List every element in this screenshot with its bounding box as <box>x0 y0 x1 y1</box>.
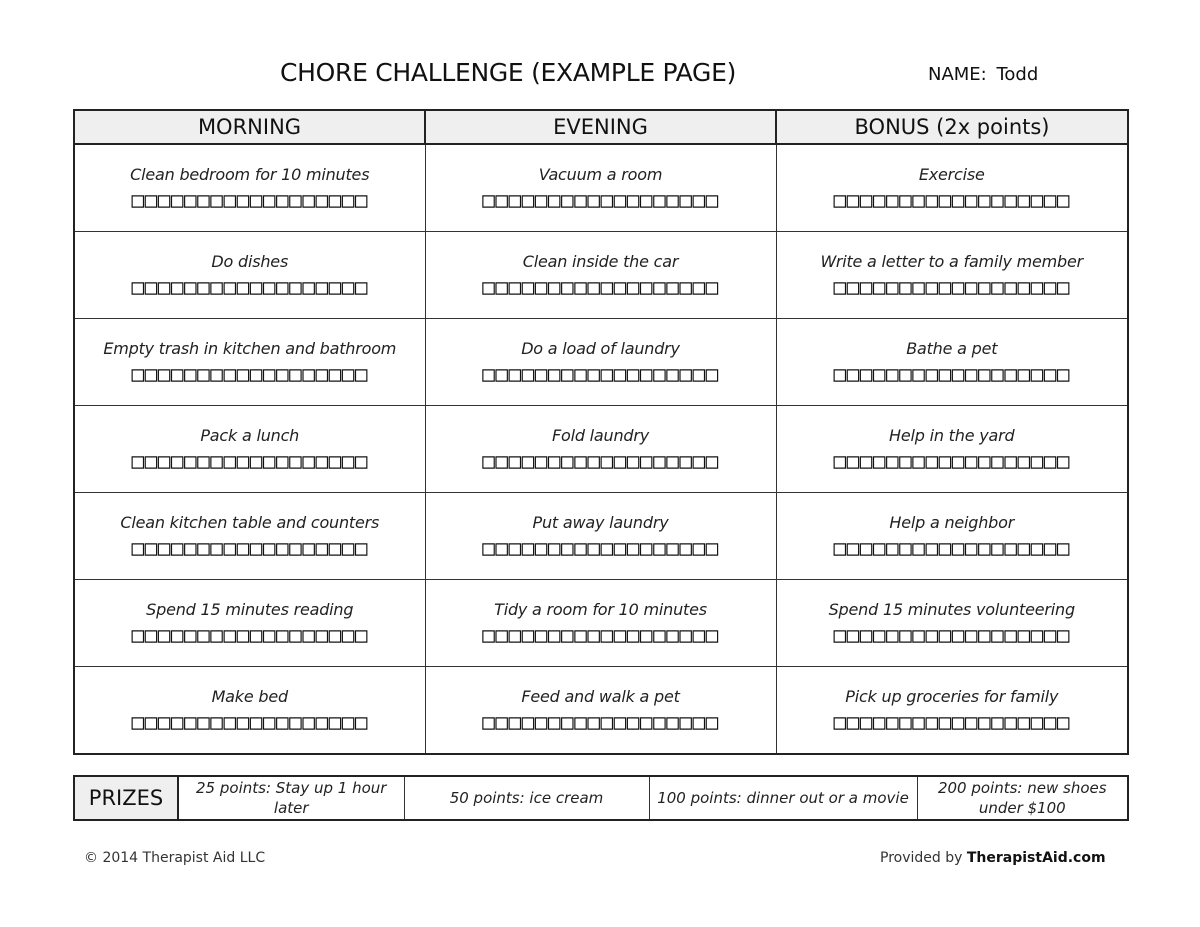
prize-item: 25 points: Stay up 1 hour later <box>178 776 404 820</box>
chore-cell <box>425 580 776 667</box>
chore-cell <box>425 319 776 406</box>
prizes-label: PRIZES <box>74 776 178 820</box>
chore-label: Help a neighbor <box>889 512 1015 532</box>
chore-cell <box>776 667 1128 755</box>
chore-label: Spend 15 minutes reading <box>146 599 354 619</box>
page-title: CHORE CHALLENGE (EXAMPLE PAGE) <box>280 58 737 87</box>
checkbox-row[interactable]: □□□□□□□□□□□□□□□□□□ <box>482 535 719 560</box>
table-row <box>74 580 1128 667</box>
chore-label: Do dishes <box>211 251 289 271</box>
checkbox-row[interactable]: □□□□□□□□□□□□□□□□□□ <box>833 535 1071 560</box>
chore-label: Clean inside the car <box>522 251 679 271</box>
chore-cell <box>776 319 1128 406</box>
checkbox-row[interactable]: □□□□□□□□□□□□□□□□□□ <box>833 448 1071 473</box>
checkbox-row[interactable]: □□□□□□□□□□□□□□□□□□ <box>131 622 369 647</box>
chore-cell <box>74 580 425 667</box>
chore-label: Clean kitchen table and counters <box>120 512 380 532</box>
prize-item: 200 points: new shoes under $100 <box>917 776 1128 820</box>
chore-label: Spend 15 minutes volunteering <box>828 599 1075 619</box>
checkbox-row[interactable]: □□□□□□□□□□□□□□□□□□ <box>131 709 369 734</box>
chore-label: Pack a lunch <box>200 425 300 445</box>
brand-link[interactable]: TherapistAid.com <box>966 850 1106 866</box>
chore-cell <box>776 232 1128 319</box>
checkbox-row[interactable]: □□□□□□□□□□□□□□□□□□ <box>482 361 719 386</box>
checkbox-row[interactable]: □□□□□□□□□□□□□□□□□□ <box>833 622 1071 647</box>
chore-label: Help in the yard <box>889 425 1015 445</box>
prizes-table <box>73 775 1129 821</box>
chore-label: Tidy a room for 10 minutes <box>494 599 707 619</box>
chore-cell <box>74 667 425 755</box>
chore-label: Vacuum a room <box>538 164 663 184</box>
table-row <box>74 144 1128 232</box>
checkbox-row[interactable]: □□□□□□□□□□□□□□□□□□ <box>131 274 369 299</box>
name-value: Todd <box>996 64 1039 85</box>
chore-cell <box>425 667 776 755</box>
chore-cell <box>776 580 1128 667</box>
checkbox-row[interactable]: □□□□□□□□□□□□□□□□□□ <box>131 448 369 473</box>
chore-cell <box>74 406 425 493</box>
checkbox-row[interactable]: □□□□□□□□□□□□□□□□□□ <box>833 709 1071 734</box>
chore-label: Write a letter to a family member <box>820 251 1083 271</box>
table-row <box>74 406 1128 493</box>
chore-label: Clean bedroom for 10 minutes <box>130 164 370 184</box>
chore-label: Fold laundry <box>551 425 649 445</box>
name-label: NAME: <box>928 64 987 85</box>
provided-by-label: Provided by <box>880 850 963 866</box>
chore-cell <box>776 406 1128 493</box>
table-row <box>74 232 1128 319</box>
chore-label: Exercise <box>918 164 985 184</box>
chore-cell <box>74 319 425 406</box>
chore-cell <box>425 493 776 580</box>
column-header-evening: EVENING <box>425 110 776 144</box>
chore-label: Pick up groceries for family <box>845 686 1059 706</box>
checkbox-row[interactable]: □□□□□□□□□□□□□□□□□□ <box>131 535 369 560</box>
checkbox-row[interactable]: □□□□□□□□□□□□□□□□□□ <box>482 709 719 734</box>
name-field <box>928 64 1038 85</box>
chore-label: Make bed <box>211 686 288 706</box>
chore-label: Empty trash in kitchen and bathroom <box>103 338 397 358</box>
checkbox-row[interactable]: □□□□□□□□□□□□□□□□□□ <box>131 187 369 212</box>
chore-cell <box>74 144 425 232</box>
column-header-bonus: BONUS (2x points) <box>776 110 1128 144</box>
chore-cell <box>74 493 425 580</box>
checkbox-row[interactable]: □□□□□□□□□□□□□□□□□□ <box>482 622 719 647</box>
table-row <box>74 319 1128 406</box>
chore-cell <box>74 232 425 319</box>
checkbox-row[interactable]: □□□□□□□□□□□□□□□□□□ <box>482 274 719 299</box>
chore-table <box>73 109 1129 755</box>
checkbox-row[interactable]: □□□□□□□□□□□□□□□□□□ <box>131 361 369 386</box>
chore-cell <box>776 493 1128 580</box>
checkbox-row[interactable]: □□□□□□□□□□□□□□□□□□ <box>833 187 1071 212</box>
chore-cell <box>776 144 1128 232</box>
chore-cell <box>425 232 776 319</box>
chore-label: Feed and walk a pet <box>521 686 680 706</box>
chore-cell <box>425 406 776 493</box>
column-header-morning: MORNING <box>74 110 425 144</box>
chore-label: Do a load of laundry <box>521 338 680 358</box>
chore-cell <box>425 144 776 232</box>
chore-label: Put away laundry <box>532 512 669 532</box>
checkbox-row[interactable]: □□□□□□□□□□□□□□□□□□ <box>482 448 719 473</box>
prize-item: 50 points: ice cream <box>404 776 649 820</box>
prize-item: 100 points: dinner out or a movie <box>649 776 917 820</box>
provided-by <box>880 850 1106 866</box>
checkbox-row[interactable]: □□□□□□□□□□□□□□□□□□ <box>833 274 1071 299</box>
checkbox-row[interactable]: □□□□□□□□□□□□□□□□□□ <box>482 187 719 212</box>
prizes-row <box>74 776 1128 820</box>
chore-label: Bathe a pet <box>906 338 998 358</box>
copyright-text: © 2014 Therapist Aid LLC <box>84 850 266 866</box>
header-row <box>74 110 1128 144</box>
table-row <box>74 667 1128 755</box>
checkbox-row[interactable]: □□□□□□□□□□□□□□□□□□ <box>833 361 1071 386</box>
table-row <box>74 493 1128 580</box>
